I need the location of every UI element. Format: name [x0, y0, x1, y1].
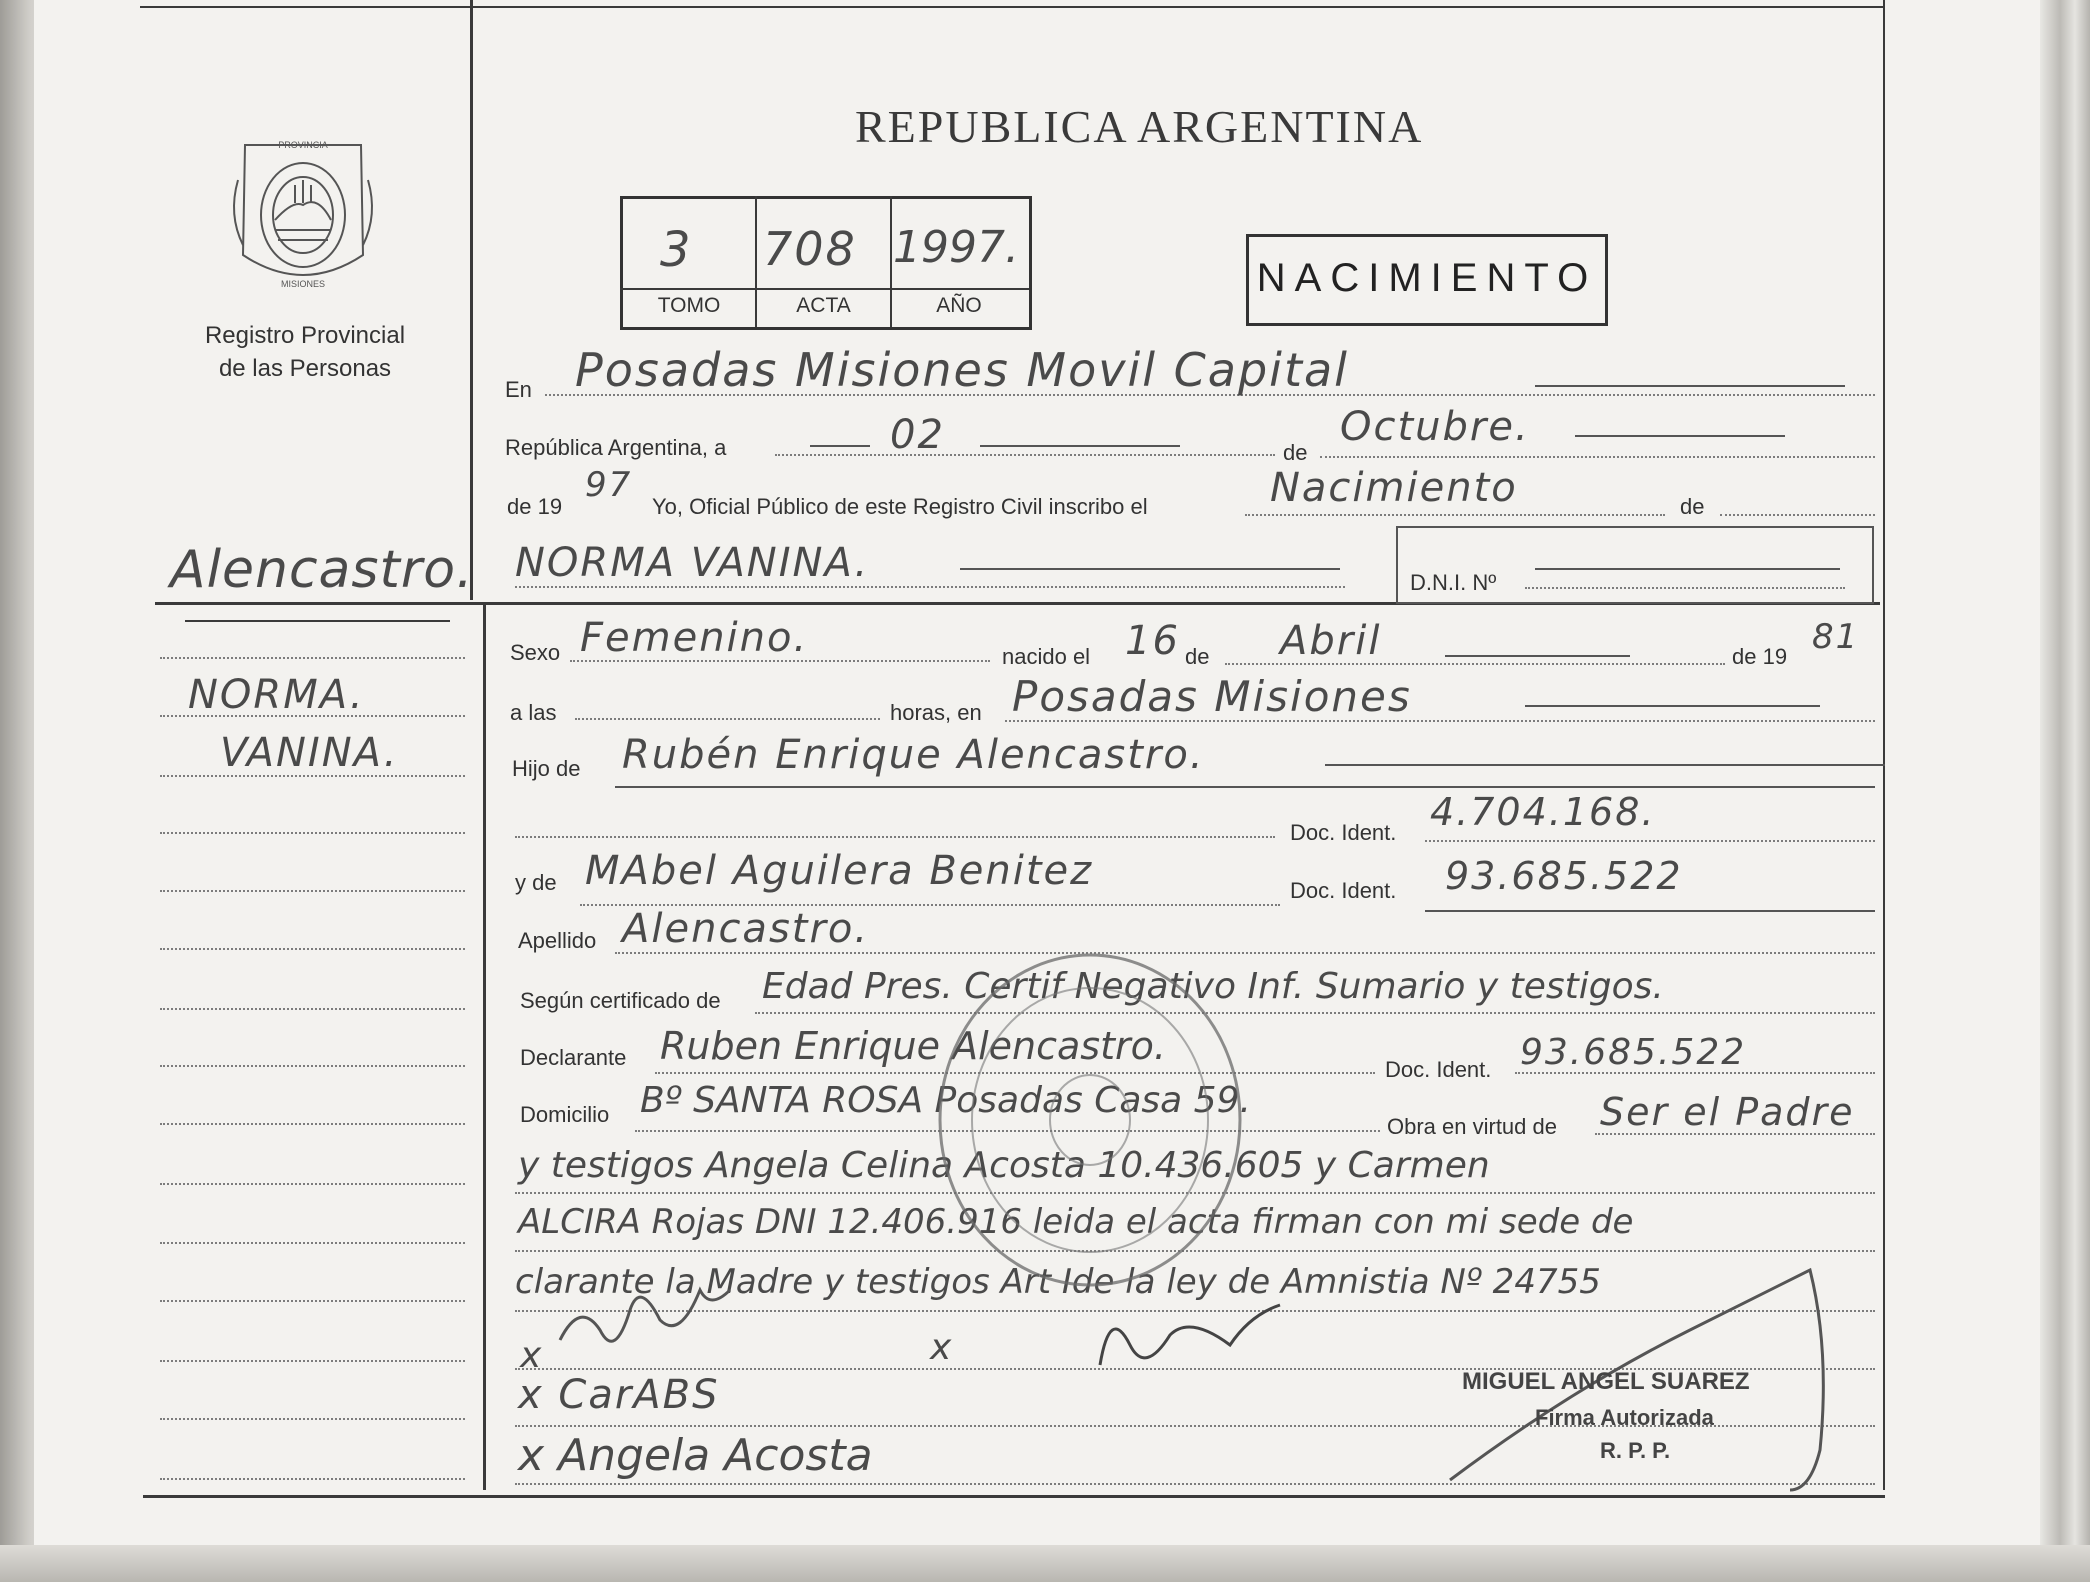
label-hijo-de: Hijo de — [512, 756, 581, 781]
hw-apellido: Alencastro. — [622, 906, 870, 952]
acta-value: 708 — [763, 222, 857, 276]
label-dni: D.N.I. Nº — [1410, 570, 1497, 595]
label-segun-certificado: Según certificado de — [520, 988, 721, 1013]
label-de2: de — [1680, 494, 1705, 519]
hw-madre: MAbel Aguilera Benitez — [585, 848, 1094, 894]
hw-dia-nac: 16 — [1125, 618, 1180, 664]
hw-dia: 02 — [890, 412, 945, 458]
label-en: En — [505, 377, 532, 402]
hw-doc-declarante: 93.685.522 — [1520, 1032, 1747, 1073]
oficial-nombre: MIGUEL ANGEL SUAREZ — [1462, 1368, 1750, 1395]
label-de-19b: de 19 — [1732, 644, 1788, 669]
label-declarante: Declarante — [520, 1045, 627, 1070]
hw-doc-padre: 4.704.168. — [1430, 790, 1656, 834]
hw-texto-3: clarante la Madre y testigos Art Ide la ley de Amnistia Nº 24755 — [515, 1262, 1601, 1302]
seal-text-bottom: MISIONES — [280, 279, 326, 289]
stamp-inner-ring — [972, 988, 1208, 1252]
oficial-cargo: Firma Autorizada — [1535, 1405, 1714, 1430]
seal-text-top: PROVINCIA — [278, 140, 328, 150]
label-doc-ident-declarante: Doc. Ident. — [1385, 1057, 1492, 1082]
hw-lugar-nac: Posadas Misiones — [1012, 672, 1412, 721]
label-a-las: a las — [510, 700, 557, 725]
label-apellido: Apellido — [518, 928, 597, 953]
hw-x-mark-2: x — [930, 1327, 954, 1368]
oficial-sigla: R. P. P. — [1600, 1438, 1671, 1463]
hw-anio: 97 — [585, 465, 633, 505]
signature-scribble-1 — [560, 1290, 730, 1341]
hw-declarante: Ruben Enrique Alencastro. — [660, 1024, 1166, 1068]
hw-obra: Ser el Padre — [1600, 1090, 1855, 1134]
registry-line2: de las Personas — [218, 355, 392, 382]
label-domicilio: Domicilio — [520, 1102, 610, 1127]
hw-lugar: Posadas Misiones Movil Capital — [575, 343, 1349, 397]
anio-value: 1997. — [893, 222, 1019, 273]
tomo-value: 3 — [660, 222, 693, 278]
hw-anio-nac: 81 — [1812, 617, 1860, 657]
hw-nombre-completo: NORMA VANINA. — [515, 540, 870, 586]
label-doc-ident-madre: Doc. Ident. — [1290, 878, 1397, 903]
country-title: REPUBLICA ARGENTINA — [855, 101, 1424, 152]
hw-certificado: Edad Pres. Certif Negativo Inf. Sumario y testigos. — [762, 966, 1664, 1007]
hw-mes: Octubre. — [1340, 404, 1530, 450]
label-y-de: y de — [515, 870, 557, 895]
label-de: de — [1283, 440, 1308, 465]
hw-texto-2: ALCIRA Rojas DNI 12.406.916 leida el acta firman con mi sede de — [518, 1202, 1634, 1242]
label-sexo: Sexo — [510, 640, 561, 665]
label-de3: de — [1185, 644, 1210, 669]
label-republica-a: República Argentina, a — [505, 435, 727, 460]
stamp-center-emblem — [1050, 1075, 1130, 1165]
hw-firma-2: x CarABS — [518, 1372, 720, 1418]
label-nacido-el: nacido el — [1002, 644, 1091, 669]
hw-mes-nac: Abril — [1280, 618, 1382, 664]
label-yo-oficial: Yo, Oficial Público de este Registro Civil inscribo el — [652, 494, 1148, 519]
hw-domicilio: Bº SANTA ROSA Posadas Casa 59. — [640, 1080, 1251, 1121]
anio-label: AÑO — [936, 294, 982, 317]
acta-label: ACTA — [796, 294, 851, 317]
hw-firma-3: x Angela Acosta — [518, 1430, 873, 1481]
hw-margin-nombre2: VANINA. — [220, 730, 399, 776]
hw-sexo: Femenino. — [580, 615, 809, 661]
label-horas-en: horas, en — [890, 700, 982, 725]
doc-type-title: NACIMIENTO — [1256, 256, 1598, 300]
tomo-label: TOMO — [657, 294, 721, 317]
hw-tipo-inscripcion: Nacimiento — [1270, 465, 1518, 511]
hw-texto-1: y testigos Angela Celina Acosta 10.436.605 y Carmen — [518, 1145, 1490, 1186]
hw-padre: Rubén Enrique Alencastro. — [622, 732, 1205, 778]
hw-x-mark-1: x — [520, 1335, 544, 1376]
hw-doc-madre: 93.685.522 — [1445, 854, 1683, 898]
label-doc-ident-padre: Doc. Ident. — [1290, 820, 1397, 845]
signature-scribble-2 — [1100, 1305, 1280, 1365]
hw-margin-apellido: Alencastro. — [170, 540, 474, 600]
stamp-outer-ring — [940, 955, 1240, 1285]
hw-margin-nombre1: NORMA. — [188, 672, 365, 718]
registry-line1: Registro Provincial — [204, 322, 406, 349]
label-de-19: de 19 — [507, 494, 563, 519]
label-obra-en-virtud: Obra en virtud de — [1387, 1114, 1557, 1139]
